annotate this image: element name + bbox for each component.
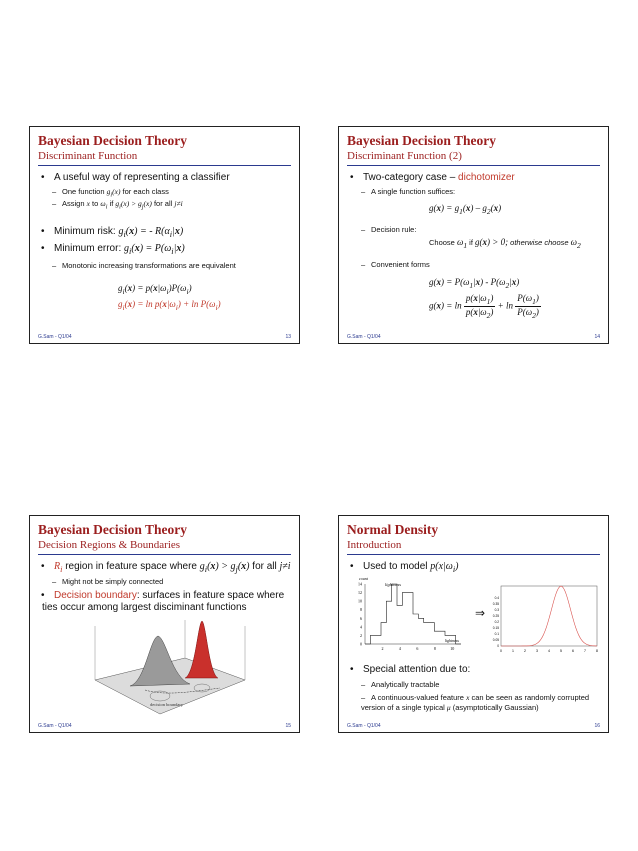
bullet-two-category: • Two-category case – dichotomizer [351, 172, 515, 183]
slide-15 [29, 515, 300, 733]
x-tick-label: 6 [416, 646, 419, 651]
plot-frame [501, 586, 597, 646]
sub-bullet-one-function: – One function $g_i(x)$ for each class [52, 187, 169, 199]
bullet-decision-boundary: • Decision boundary: surfaces in feature space where ties occur among largest disciminant functions [42, 590, 287, 614]
implies-arrow-icon: ⇒ [475, 606, 486, 620]
bullet-representation: • A useful way of representing a classifier [42, 172, 230, 183]
equation-log: $g_i(x) = \ln p(x|\omega_i) + \ln P(\omega_i)$ [118, 299, 221, 312]
decision-rule-text: Choose $\omega_1$ if g(x) > 0; otherwise choose $\omega_2$ [429, 237, 581, 250]
y-axis-label: count [359, 576, 368, 581]
sub-bullet-assign: – Assign x to $\omega_i$ if $g_i(x) > g_j(x)$ for all j≠i [52, 199, 183, 211]
histogram-steps [365, 584, 461, 644]
slide-title: Bayesian Decision Theory [38, 133, 188, 148]
bullet-regions: • $R_i$ region in feature space where $g_i(x) > g_j(x)$ for all j≠i [42, 561, 291, 574]
y-tick-label: 0.25 [492, 614, 499, 619]
bullet-minimum-error: • Minimum error: $g_i(x) = P(\omega_i|x)$ [42, 243, 185, 256]
decision-boundary-label: decision boundary [150, 702, 184, 707]
histogram-title: lightness [385, 582, 402, 587]
footer-author: G.Sam - Q1/04 [347, 334, 381, 340]
slide-title: Normal Density [347, 522, 439, 537]
sub-bullet-single-function: – A single function suffices: [361, 187, 455, 196]
y-tick-label: 2 [360, 632, 362, 638]
slide-subtitle: Decision Regions & Boundaries [38, 539, 181, 551]
x-tick-label: 1 [512, 649, 514, 653]
y-tick-label: 0 [360, 641, 362, 647]
slide-subtitle: Discriminant Function (2) [347, 150, 462, 162]
sub-bullet-tractable: – Analytically tractable [361, 680, 439, 689]
page-number: 16 [594, 723, 600, 729]
sub-bullet-monotonic: – Monotonic increasing transformations are equivalent [52, 261, 236, 270]
y-tick-label: 0.2 [494, 620, 499, 625]
x-tick-label: 4 [398, 646, 401, 651]
footer-author: G.Sam - Q1/04 [38, 334, 72, 340]
y-tick-label: 10 [358, 598, 362, 604]
slide-title: Bayesian Decision Theory [347, 133, 497, 148]
footer-author: G.Sam - Q1/04 [38, 723, 72, 729]
page-number: 14 [594, 334, 600, 340]
title-rule [38, 165, 291, 166]
sub-bullet-continuous-feature: – A continuous-valued feature x can be seen as randomly corrupted version of a single typical μ (asymptotically Gaussian) [361, 693, 601, 713]
sub-bullet-simply-connected: – Might not be simply connected [52, 577, 163, 586]
x-tick-label: 4 [548, 649, 550, 653]
x-tick-label: 3 [536, 649, 538, 653]
x-tick-label: 6 [572, 649, 574, 653]
bullet-minimum-risk: • Minimum risk: $g_i(x)$ = - $R(\alpha_i|x)$ [42, 226, 183, 239]
x-tick-label: 2 [381, 646, 384, 651]
x-tick-label: 8 [433, 646, 436, 651]
y-tick-label: 0.15 [492, 626, 499, 631]
y-tick-label: 0.3 [494, 608, 499, 613]
slide-14 [338, 126, 609, 344]
slide-13 [29, 126, 300, 344]
x-tick-label: 10 [450, 646, 455, 651]
y-tick-label: 14 [358, 581, 362, 587]
slide-subtitle: Discriminant Function [38, 150, 138, 162]
title-rule [347, 554, 600, 555]
equation-bayes: $g_i(x) = p(x|\omega_i)P(\omega_i)$ [118, 283, 192, 296]
x-tick-label: 0 [500, 649, 502, 653]
footer-author: G.Sam - Q1/04 [347, 723, 381, 729]
equation-difference: $g(x) = g_1(x) - g_2(x)$ [429, 203, 502, 216]
equation-log-ratio: g(x) = ln $\frac{p(x|\omega_1)}{p(x|\omega_2)}$ + ln $\frac{P(\omega_1)}{P(\omega_2)}$ [429, 293, 539, 320]
x-tick-label: 5 [560, 649, 562, 653]
y-tick-label: 12 [358, 590, 362, 596]
equation-posterior-diff: $g(x) = P(\omega_1|x) - P(\omega_2|x)$ [429, 277, 520, 290]
title-rule [347, 165, 600, 166]
decision-regions-figure [90, 618, 250, 718]
x-axis-label: lightness [444, 638, 459, 643]
bullet-special-attention: • Special attention due to: [351, 664, 470, 675]
sub-bullet-convenient-forms: – Convenient forms [361, 260, 430, 269]
gaussian-density-plot [489, 580, 601, 656]
y-tick-label: 8 [360, 607, 362, 613]
bullet-used-to-model: • Used to model $p(x|\omega_i)$ [351, 561, 459, 574]
y-tick-label: 0 [497, 644, 499, 649]
y-tick-label: 0.1 [494, 632, 499, 637]
title-rule [38, 554, 291, 555]
y-tick-label: 0.05 [492, 638, 499, 643]
slide-subtitle: Introduction [347, 539, 402, 551]
page-number: 15 [285, 723, 291, 729]
y-tick-label: 4 [360, 624, 362, 630]
y-tick-label: 0.4 [494, 596, 499, 601]
y-tick-label: 0.35 [492, 602, 499, 607]
gaussian-curve [501, 586, 597, 646]
page-number: 13 [285, 334, 291, 340]
lightness-histogram [349, 574, 469, 656]
slide-16 [338, 515, 609, 733]
slide-title: Bayesian Decision Theory [38, 522, 188, 537]
x-tick-label: 2 [524, 649, 526, 653]
x-tick-label: 8 [596, 649, 598, 653]
sub-bullet-decision-rule: – Decision rule: [361, 225, 416, 234]
x-tick-label: 7 [584, 649, 586, 653]
y-tick-label: 6 [360, 615, 362, 621]
